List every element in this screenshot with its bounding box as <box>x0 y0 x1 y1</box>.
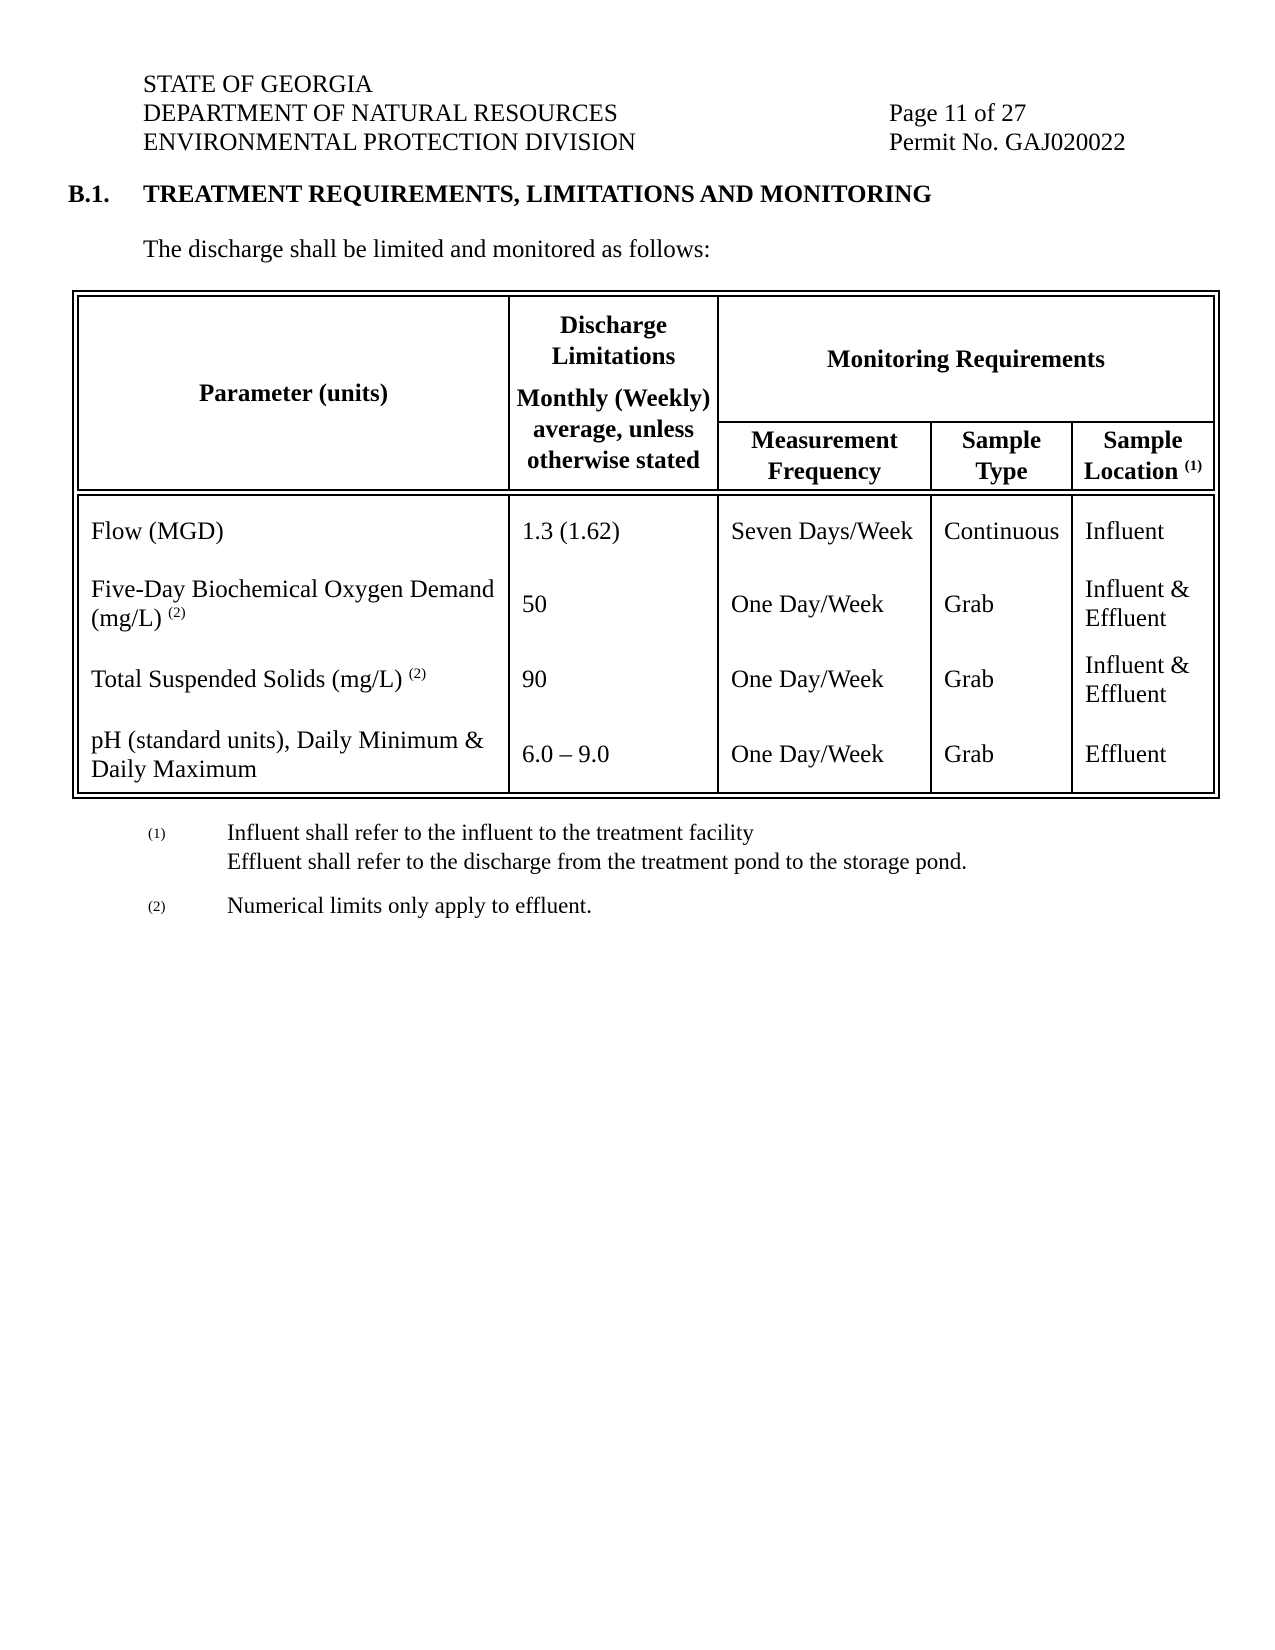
section-title: TREATMENT REQUIREMENTS, LIMITATIONS AND MONITORING <box>143 181 932 208</box>
cell-location: Influent & Effluent <box>1072 567 1214 642</box>
page-info <box>889 99 1126 157</box>
footnote-1-text: Influent shall refer to the influent to the treatment facility Effluent shall refer to the discharge from the treatment pond to the storage pond. <box>227 820 968 874</box>
footnote-ref-2: (2) <box>408 666 427 682</box>
table-row-tss <box>78 642 1214 718</box>
cell-sample-type: Grab <box>931 718 1072 793</box>
limits-table-container <box>72 290 1220 799</box>
discharge-limitations-subtitle: Monthly (Weekly) average, unless otherwise stated <box>516 385 711 474</box>
cell-limit: 50 <box>509 567 718 642</box>
column-header-monitoring-requirements: Monitoring Requirements <box>718 296 1214 422</box>
footnote-1-marker: (1) <box>148 826 166 842</box>
cell-limit: 90 <box>509 642 718 718</box>
cell-sample-type: Grab <box>931 642 1072 718</box>
agency-line-department: DEPARTMENT OF NATURAL RESOURCES <box>143 100 618 127</box>
footnote-ref-2: (2) <box>168 605 186 621</box>
footnotes <box>148 818 967 922</box>
column-header-parameter: Parameter (units) <box>78 296 509 493</box>
footnote-2-marker: (2) <box>148 899 166 915</box>
cell-frequency: One Day/Week <box>718 718 931 793</box>
cell-parameter: Five-Day Biochemical Oxygen Demand (mg/L) $^{(2)}$ <box>78 567 509 642</box>
intro-paragraph: The discharge shall be limited and monitored as follows: <box>143 236 711 263</box>
footnote-2 <box>148 891 967 922</box>
column-header-sample-type: Sample Type <box>931 422 1072 493</box>
section-number: B.1. <box>68 181 110 208</box>
agency-header <box>143 70 636 157</box>
column-header-sample-location: Sample Location $^{(1)}$ <box>1072 422 1214 493</box>
cell-frequency: Seven Days/Week <box>718 493 931 567</box>
footnote-ref-1: (1) <box>1184 458 1203 474</box>
agency-line-division: ENVIRONMENTAL PROTECTION DIVISION <box>143 129 636 156</box>
cell-location: Influent & Effluent <box>1072 642 1214 718</box>
limits-table <box>77 295 1215 794</box>
page-number: Page 11 of 27 <box>889 100 1027 127</box>
column-header-discharge-limitations <box>509 296 718 493</box>
cell-frequency: One Day/Week <box>718 567 931 642</box>
cell-sample-type: Grab <box>931 567 1072 642</box>
column-header-measurement-frequency: Measurement Frequency <box>718 422 931 493</box>
cell-sample-type: Continuous <box>931 493 1072 567</box>
cell-limit: 6.0 – 9.0 <box>509 718 718 793</box>
discharge-limitations-title: Discharge Limitations <box>551 312 676 370</box>
cell-parameter: pH (standard units), Daily Minimum & Daily Maximum <box>78 718 509 793</box>
cell-parameter: Total Suspended Solids (mg/L) $^{(2)}$ <box>78 642 509 718</box>
table-row-bod <box>78 567 1214 642</box>
cell-parameter: Flow (MGD) <box>78 493 509 567</box>
footnote-1 <box>148 818 967 876</box>
cell-location: Influent <box>1072 493 1214 567</box>
table-header-row-1 <box>78 296 1214 422</box>
section-heading <box>68 181 932 209</box>
footnote-2-text: Numerical limits only apply to effluent. <box>227 893 592 918</box>
table-row-flow <box>78 493 1214 567</box>
permit-number: Permit No. GAJ020022 <box>889 129 1126 156</box>
cell-location: Effluent <box>1072 718 1214 793</box>
table-row-ph <box>78 718 1214 793</box>
cell-limit: 1.3 (1.62) <box>509 493 718 567</box>
agency-line-state: STATE OF GEORGIA <box>143 71 373 98</box>
cell-frequency: One Day/Week <box>718 642 931 718</box>
